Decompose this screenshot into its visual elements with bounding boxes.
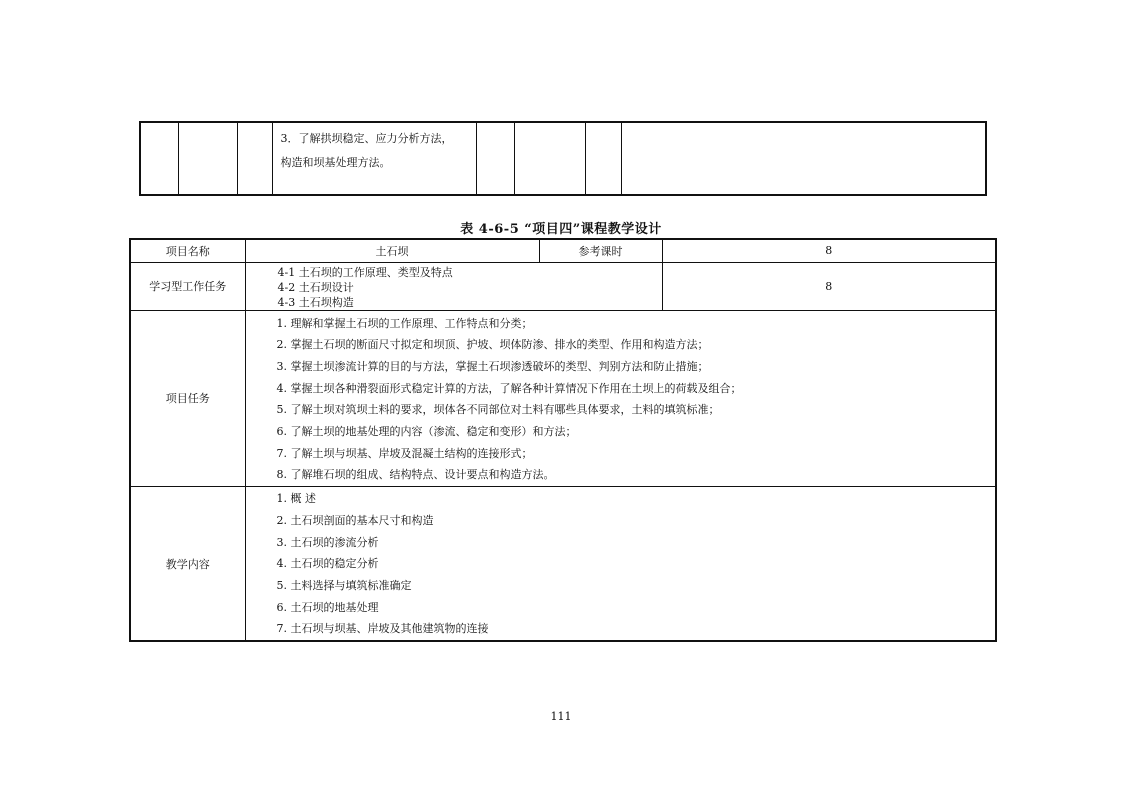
empty-cell: [178, 122, 237, 195]
project-tasks-list: [245, 310, 996, 487]
list-item: 1. 概 述: [276, 492, 316, 506]
learning-tasks-hours: 8: [662, 262, 996, 310]
teaching-content-label: 教学内容: [130, 487, 245, 641]
teaching-content-row: [130, 487, 996, 641]
list-item: 5. 了解土坝对筑坝土料的要求，坝体各不同部位对土料有哪些具体要求，土料的填筑标准；: [276, 403, 720, 417]
list-item: 1. 理解和掌握土石坝的工作原理、工作特点和分类；: [276, 316, 533, 330]
continuation-table: [139, 121, 987, 196]
learning-task-item: 4-2 土石坝设计: [277, 280, 354, 294]
empty-cell: [514, 122, 585, 195]
empty-cell: [140, 122, 178, 195]
teaching-content-list: [245, 487, 996, 641]
empty-cell: [621, 122, 986, 195]
course-design-table: [129, 238, 997, 642]
learning-task-item: 4-1 土石坝的工作原理、类型及特点: [277, 265, 453, 279]
page-number: 111: [550, 710, 572, 723]
list-item: 8. 了解堆石坝的组成、结构特点、设计要点和构造方法。: [276, 468, 555, 482]
list-item: 4. 土石坝的稳定分析: [276, 557, 379, 571]
list-item: 3. 掌握土坝渗流计算的目的与方法，掌握土石坝渗透破坏的类型、判别方法和防止措施；: [276, 359, 709, 373]
learning-tasks-row: [130, 262, 996, 310]
project-name-value: 土石坝: [245, 239, 539, 262]
project-tasks-label: 项目任务: [130, 310, 245, 487]
project-tasks-row: [130, 310, 996, 487]
task-line: 3．了解拱坝稳定、应力分析方法，: [280, 132, 453, 145]
ref-hours-value: 8: [662, 239, 996, 262]
list-item: 2. 土石坝剖面的基本尺寸和构造: [276, 513, 434, 527]
empty-cell: [237, 122, 272, 195]
ref-hours-label: 参考课时: [539, 239, 662, 262]
project-name-label: 项目名称: [130, 239, 245, 262]
table-caption: 表 4-6-5 “项目四”课程教学设计: [460, 222, 662, 237]
list-item: 7. 了解土坝与坝基、岸坡及混凝土结构的连接形式；: [276, 446, 533, 460]
list-item: 5. 土料选择与填筑标准确定: [276, 578, 412, 592]
list-item: 4. 掌握土坝各种滑裂面形式稳定计算的方法，了解各种计算情况下作用在土坝上的荷载及组合；: [276, 381, 742, 395]
learning-task-item: 4-3 土石坝构造: [277, 295, 354, 309]
empty-cell: [476, 122, 514, 195]
learning-tasks-list: [245, 262, 662, 310]
header-row: [130, 239, 996, 262]
list-item: 7. 土石坝与坝基、岸坡及其他建筑物的连接: [276, 622, 489, 636]
list-item: 3. 土石坝的渗流分析: [276, 535, 379, 549]
task-line: 构造和坝基处理方法。: [280, 156, 391, 169]
empty-cell: [585, 122, 621, 195]
list-item: 6. 了解土坝的地基处理的内容（渗流、稳定和变形）和方法；: [276, 425, 577, 439]
learning-tasks-label: 学习型工作任务: [130, 262, 245, 310]
list-item: 6. 土石坝的地基处理: [276, 600, 379, 614]
task-cell: [272, 122, 476, 195]
list-item: 2. 掌握土石坝的断面尺寸拟定和坝顶、护坡、坝体防渗、排水的类型、作用和构造方法；: [276, 338, 709, 352]
